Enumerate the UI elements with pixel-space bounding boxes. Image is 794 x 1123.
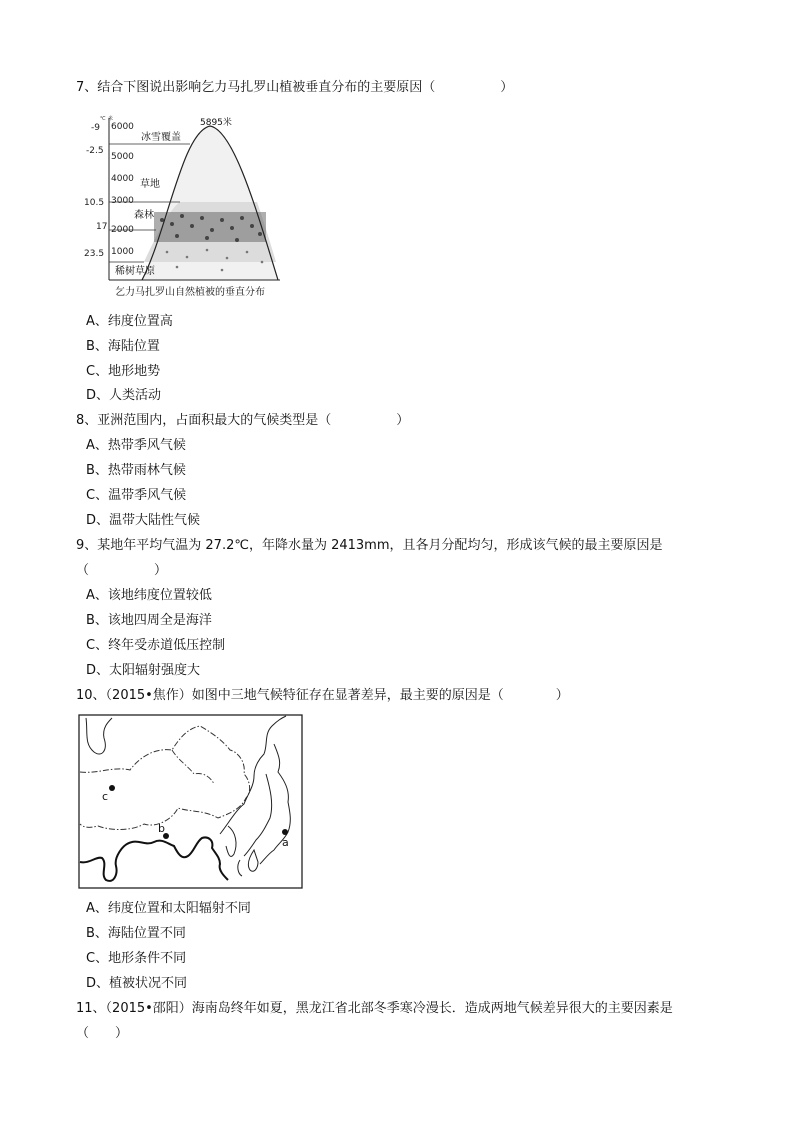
q10-option-d[interactable]: D、植被状况不同	[86, 976, 188, 991]
q8-option-c[interactable]: C、温带季风气候	[86, 488, 187, 503]
map-point-label-b: b	[158, 822, 165, 835]
q7-option-d[interactable]: D、人类活动	[86, 388, 162, 403]
axis-unit-left: ℃	[100, 116, 106, 122]
question-11-stem-cont: （ ）	[76, 1026, 129, 1041]
q7-option-c[interactable]: C、地形地势	[86, 364, 161, 379]
east-asia-map-figure	[78, 714, 304, 894]
kilimanjaro-vegetation-figure	[82, 112, 282, 304]
q9-option-c[interactable]: C、终年受赤道低压控制	[86, 638, 226, 653]
elevation-label: 5000	[111, 152, 134, 162]
question-7-stem: 7、结合下图说出影响乞力马扎罗山植被垂直分布的主要原因（ ）	[76, 80, 514, 95]
map-point-label-c: c	[102, 790, 109, 803]
elevation-label: 3000	[111, 196, 134, 206]
temp-label: 10.5	[84, 198, 105, 208]
zone-label-savanna: 稀树草原	[115, 266, 155, 277]
map-point-label-a: a	[282, 836, 289, 849]
elevation-label: 4000	[111, 174, 134, 184]
q9-option-b[interactable]: B、该地四周全是海洋	[86, 613, 212, 628]
temp-label: 17	[96, 222, 108, 232]
q10-option-b[interactable]: B、海陆位置不同	[86, 926, 186, 941]
elevation-label: 2000	[111, 225, 134, 235]
q8-option-a[interactable]: A、热带季风气候	[86, 438, 186, 453]
zone-label-grassland: 草地	[140, 179, 160, 190]
elevation-label: 6000	[111, 122, 134, 132]
question-8-stem: 8、亚洲范围内，占面积最大的气候类型是（ ）	[76, 413, 410, 428]
temp-label: -2.5	[86, 146, 104, 156]
question-9-stem-cont: （ ）	[76, 563, 168, 578]
figure-caption: 乞力马扎罗山自然植被的垂直分布	[115, 287, 265, 298]
elevation-label: 1000	[111, 247, 134, 257]
q9-option-a[interactable]: A、该地纬度位置较低	[86, 588, 212, 603]
peak-label: 5895米	[200, 118, 232, 128]
q8-option-d[interactable]: D、温带大陆性气候	[86, 513, 201, 528]
zone-label-snow: 冰雪覆盖	[141, 132, 181, 143]
q7-option-b[interactable]: B、海陆位置	[86, 339, 160, 354]
q8-option-b[interactable]: B、热带雨林气候	[86, 463, 186, 478]
q10-option-a[interactable]: A、纬度位置和太阳辐射不同	[86, 901, 251, 916]
axis-unit-right: 米	[108, 116, 114, 122]
question-9-stem: 9、某地年平均气温为 27.2℃，年降水量为 2413mm，且各月分配均匀，形成该气候的最主要原因是	[76, 538, 663, 553]
question-10-stem: 10、（2015•焦作）如图中三地气候特征存在显著差异，最主要的原因是（ ）	[76, 688, 569, 703]
q7-option-a[interactable]: A、纬度位置高	[86, 314, 173, 329]
zone-label-forest: 森林	[134, 210, 154, 221]
temp-label: 23.5	[84, 249, 105, 259]
q10-option-c[interactable]: C、地形条件不同	[86, 951, 187, 966]
temp-label: -9	[91, 123, 100, 133]
question-11-stem: 11、（2015•邵阳）海南岛终年如夏，黑龙江省北部冬季寒冷漫长．造成两地气候差异很大的主要因素是	[76, 1001, 673, 1016]
q9-option-d[interactable]: D、太阳辐射强度大	[86, 663, 201, 678]
